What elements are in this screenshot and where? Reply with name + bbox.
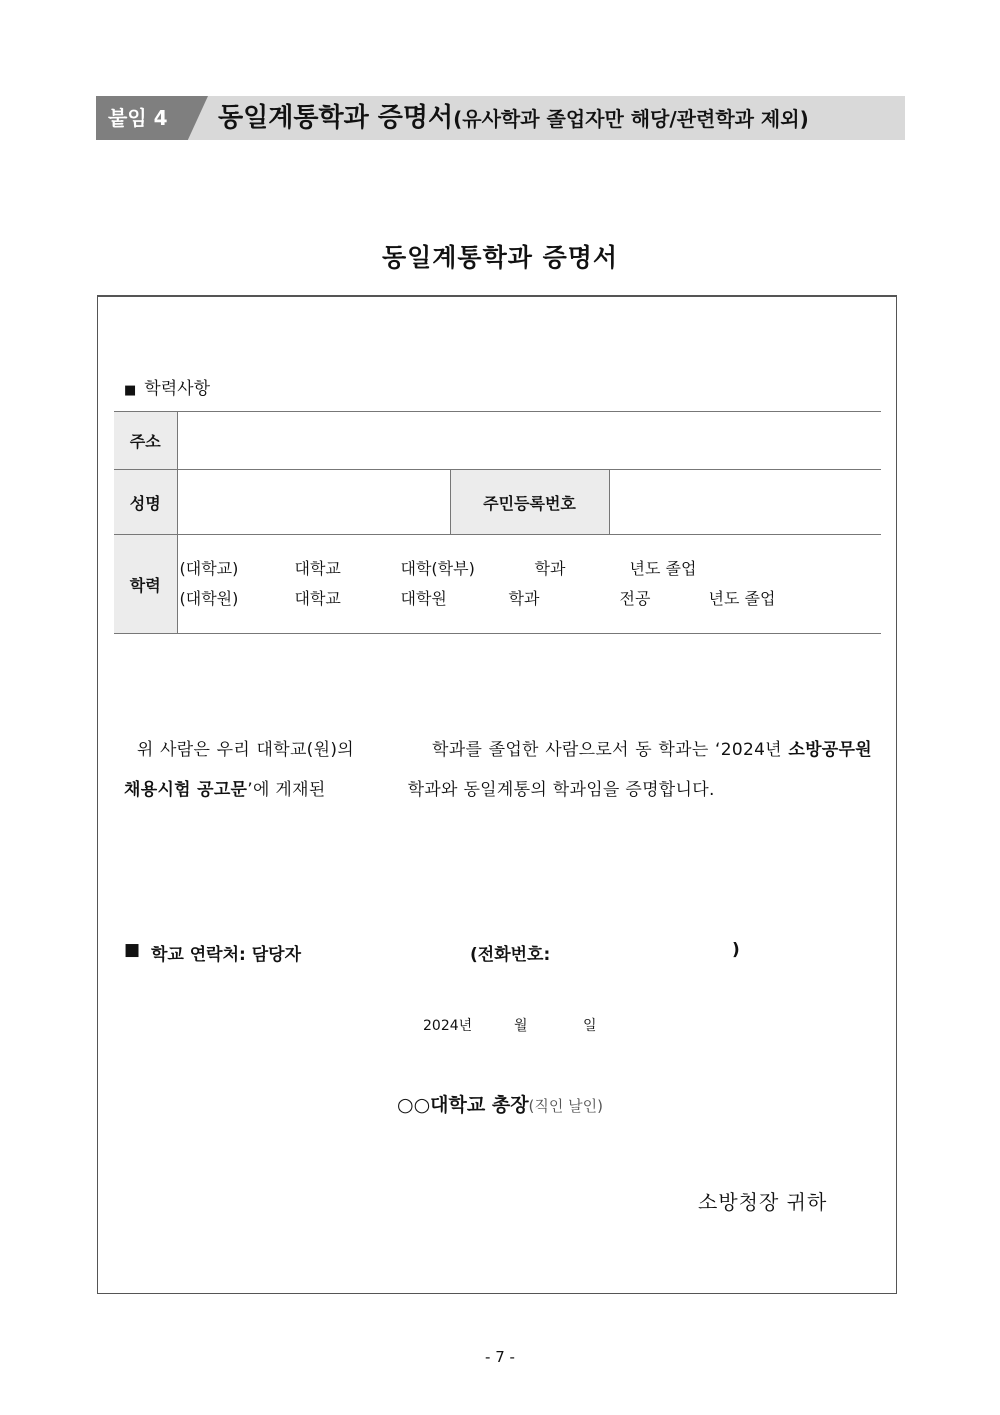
undergrad-type: (대학교) (179, 559, 239, 578)
rrn-label: 주민등록번호 (450, 470, 609, 535)
undergrad-college: 대학(학부) (400, 559, 475, 578)
education-row (114, 535, 881, 634)
address-label: 주소 (114, 412, 177, 470)
signer (0, 1090, 1000, 1117)
statement-part2: 학과를 졸업한 사람으로서 동 학과는 ‘2024년 (432, 740, 782, 760)
address-row (114, 412, 881, 470)
contact-label: 학교 연락처: 담당자 (151, 945, 302, 965)
bullet-icon: ■ (124, 383, 137, 398)
rrn-field[interactable] (609, 470, 881, 535)
header-title (218, 100, 809, 136)
date-month: 월 (514, 1018, 528, 1034)
header-title-sub: (유사학과 졸업자만 해당/관련학과 제외) (453, 107, 809, 131)
name-row (114, 470, 881, 535)
address-field[interactable] (177, 412, 881, 470)
education-field[interactable] (177, 535, 881, 634)
page-number: - 7 - (485, 1348, 515, 1366)
header-title-main: 동일계통학과 증명서 (218, 103, 454, 133)
statement-notice-name: 소방공무원 채용시험 공고문 (124, 740, 872, 800)
contact-bullet-icon: ■ (124, 940, 141, 960)
education-section-heading (124, 374, 210, 399)
grad-major: 전공 (619, 589, 651, 608)
grad-graduation-year: 년도 졸업 (708, 589, 776, 608)
statement-part4: ’에 게재된 (247, 780, 326, 800)
school-contact (124, 940, 824, 970)
education-label: 학력 (114, 535, 177, 634)
undergrad-line (178, 554, 882, 584)
grad-university: 대학교 (294, 589, 341, 608)
date-year: 2024년 (423, 1018, 473, 1034)
date-day: 일 (583, 1018, 597, 1034)
grad-school: 대학원 (400, 589, 447, 608)
statement-part1: 위 사람은 우리 대학교(원)의 (136, 740, 354, 760)
document-title: 동일계통학과 증명서 (381, 243, 619, 272)
certification-statement (124, 730, 872, 810)
statement-part5: 학과와 동일계통의 학과임을 증명합니다. (407, 780, 715, 800)
seal-note: (직인 날인) (528, 1097, 603, 1115)
contact-phone-label: (전화번호: (470, 945, 551, 965)
signer-name: ○○대학교 총장 (397, 1094, 529, 1116)
attachment-tab-label: 붙임 4 (108, 106, 168, 130)
grad-department: 학과 (508, 589, 540, 608)
section-heading-text: 학력사항 (144, 379, 210, 399)
education-table (114, 411, 881, 634)
name-label: 성명 (114, 470, 177, 535)
name-field[interactable] (177, 470, 450, 535)
grad-type: (대학원) (179, 589, 239, 608)
contact-phone-close: ) (732, 940, 740, 960)
grad-line (178, 584, 882, 614)
recipient: 소방청장 귀하 (698, 1190, 828, 1214)
undergrad-university: 대학교 (294, 559, 341, 578)
undergrad-graduation-year: 년도 졸업 (629, 559, 697, 578)
undergrad-department: 학과 (534, 559, 566, 578)
